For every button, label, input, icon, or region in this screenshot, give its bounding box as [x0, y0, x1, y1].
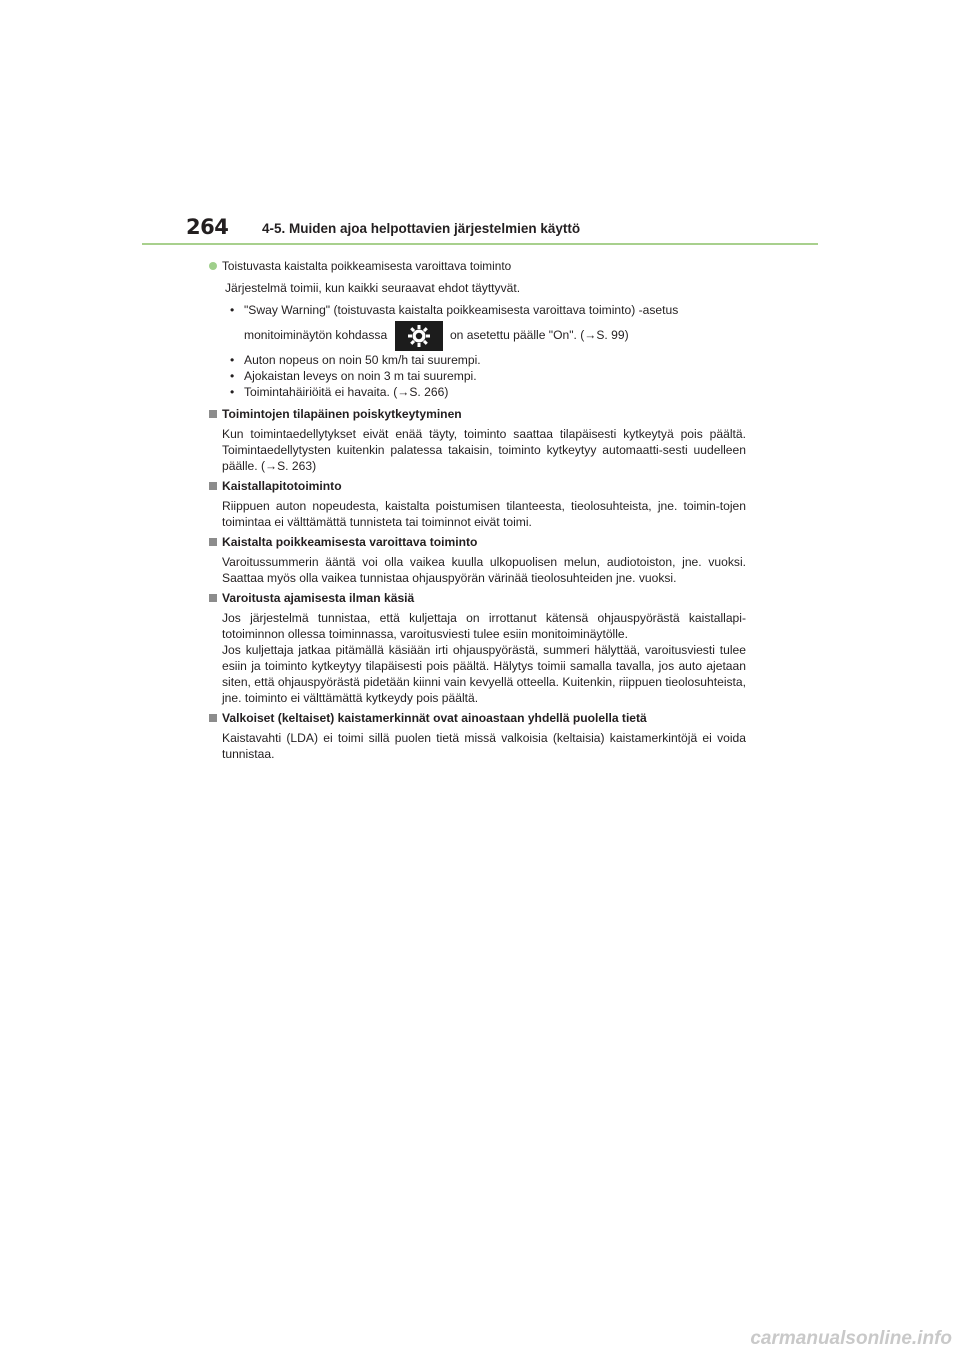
page-header: [186, 215, 816, 245]
section-heading: Kaistallapitotoiminto: [222, 479, 342, 493]
section-heading: Toistuvasta kaistalta poikkeamisesta varoittava toiminto: [222, 259, 512, 273]
square-bullet-icon: [209, 534, 222, 550]
list-item: • Ajokaistan leveys on noin 3 m tai suurempi.: [230, 369, 477, 383]
list-item: • Toimintahäiriöitä ei havaita. (→S. 266): [230, 385, 449, 399]
page-number: 264: [186, 215, 229, 239]
section-body: Riippuen auton nopeudesta, kaistalta poistumisen tilanteesta, tieolosuhteista, jne. toimin-tojen toimintaa ei välttämättä tunnisteta tai toiminnot eivät toimi.: [222, 499, 746, 529]
section-one-side-markings: [222, 710, 746, 762]
header-divider: [142, 243, 818, 245]
settings-gear-icon: [395, 321, 443, 351]
square-bullet-icon: [209, 590, 222, 606]
list-item: • "Sway Warning" (toistuvasta kaistalta poikkeamisesta varoittava toiminto) -asetus: [230, 303, 679, 317]
list-item-continuation: monitoiminäytön kohdassa on asetettu päälle "On". (→S. 99): [222, 318, 746, 352]
section-title: 4-5. Muiden ajoa helpottavien järjestelmien käyttö: [262, 221, 581, 236]
section-body: Jos järjestelmä tunnistaa, että kuljettaja on irrottanut kätensä ohjauspyörästä kaistallapi-totoiminnon ollessa toiminnassa, varoitusviesti tulee esiin monitoiminäytölle.: [222, 611, 746, 641]
square-bullet-icon: [209, 478, 222, 494]
section-hands-off-warning: [222, 590, 746, 706]
square-bullet-icon: [209, 406, 222, 422]
section-heading: Varoitusta ajamisesta ilman käsiä: [222, 591, 415, 605]
section-lane-keeping: [222, 478, 746, 530]
section-heading: Kaistalta poikkeamisesta varoittava toiminto: [222, 535, 478, 549]
section-body: Kun toimintaedellytykset eivät enää täyty, toiminto saattaa tilapäisesti kytkeytyä pois päältä. Toimintaedellytysten kuitenkin palatessa takaisin, toiminto kytkeytyy automaatti-sesti uudelleen päälle. (→S. 263): [222, 427, 746, 473]
section-body: Järjestelmä toimii, kun kaikki seuraavat ehdot täyttyvät.: [225, 281, 521, 295]
square-bullet-icon: [209, 710, 222, 726]
section-body-continued: Jos kuljettaja jatkaa pitämällä käsiään irti ohjauspyörästä, summeri hälyttää, varoitusviesti tulee esiin ja toiminto kytkeytyy tilapäisesti pois päältä. Hälytys toimii samalla tavalla, jos auto ajetaan siten, että ohjauspyörästä pidetään kiinni vain kevyellä otteella. Kuitenkin, riippuen tieolosuhteista, jne. toiminto ei välttämättä kytkeydy pois päältä.: [222, 643, 746, 705]
page-content: [222, 258, 746, 762]
section-sway-warning: [222, 258, 746, 400]
section-body: Kaistavahti (LDA) ei toimi sillä puolen tietä missä valkoisia (keltaisia) kaistamerkintöjä ei voida tunnistaa.: [222, 731, 746, 761]
section-heading: Toimintojen tilapäinen poiskytkeytyminen: [222, 407, 462, 421]
green-dot-bullet-icon: [209, 258, 222, 274]
section-body: Varoitussummerin ääntä voi olla vaikea kuulla ulkopuolisen melun, audiotoiston, jne. vuoksi. Saattaa myös olla vaikea tunnistaa ohjauspyörän värinää tieolosuhteiden jne. vuoksi.: [222, 555, 746, 585]
section-temporary-disable: [222, 406, 746, 474]
section-lane-departure-warning: [222, 534, 746, 586]
list-item: • Auton nopeus on noin 50 km/h tai suurempi.: [230, 353, 481, 367]
section-heading: Valkoiset (keltaiset) kaistamerkinnät ovat ainoastaan yhdellä puolella tietä: [222, 711, 647, 725]
site-watermark: carmanualsonline.info: [750, 1328, 952, 1349]
